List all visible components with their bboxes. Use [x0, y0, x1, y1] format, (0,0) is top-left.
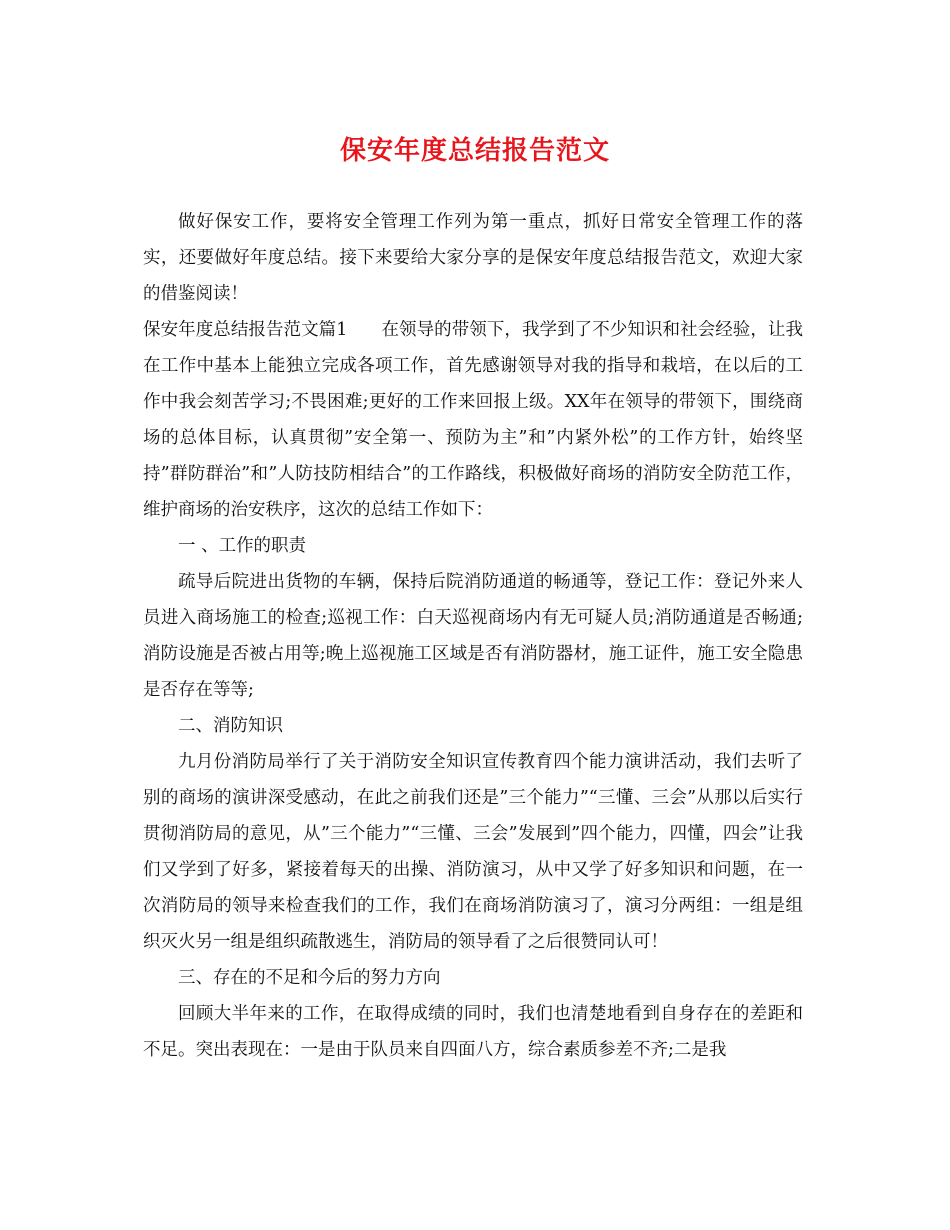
section-1-heading: 一 、工作的职责: [178, 536, 307, 556]
section-2-paragraph: 九月份消防局举行了关于消防安全知识宣传教育四个能力演讲活动，我们去听了别的商场的演讲深受感动，在此之前我们还是”三个能力”“三懂、三会”从那以后实行贯彻消防局的意见，从”三个能力”“三懂、三会”发展到”四个能力，四懂，四会”让我们又学到了好多，紧接着每天的出操、消防演习，从中又学了好多知识和问题，在一次消防局的领导来检查我们的工作，我们在商场消防演习了，演习分两组：一组是组织灭火另一组是组织疏散逃生，消防局的领导看了之后很赞同认可！: [143, 752, 803, 952]
section-3-heading: 三、存在的不足和今后的努力方向: [178, 968, 441, 988]
document-body: [143, 204, 803, 1068]
intro-paragraph: 做好保安工作，要将安全管理工作列为第一重点，抓好日常安全管理工作的落实，还要做好年度总结。接下来要给大家分享的是保安年度总结报告范文，欢迎大家的借鉴阅读！: [143, 212, 803, 304]
article-lead-text: 在领导的带领下，我学到了不少知识和社会经验，让我在工作中基本上能独立完成各项工作，首先感谢领导对我的指导和栽培，在以后的工作中我会刻苦学习;不畏困难;更好的工作来回报上级。XX年在领导的带领下，围绕商场的总体目标，认真贯彻”安全第一、预防为主”和”内紧外松”的工作方针，始终坚持”群防群治”和”人防技防相结合”的工作路线，积极做好商场的消防安全防范工作，维护商场的治安秩序，这次的总结工作如下：: [143, 320, 803, 520]
section-1-paragraph: 疏导后院进出货物的车辆，保持后院消防通道的畅通等，登记工作：登记外来人员进入商场施工的检查;巡视工作：白天巡视商场内有无可疑人员;消防通道是否畅通;消防设施是否被占用等;晚上巡视施工区域是否有消防器材，施工证件，施工安全隐患是否存在等等;: [143, 572, 803, 700]
article-paragraph: [143, 312, 803, 528]
document-title: 保安年度总结报告范文: [339, 136, 610, 166]
section-2-heading: 二、消防知识: [178, 716, 283, 736]
article-heading: 保安年度总结报告范文篇1: [143, 320, 348, 340]
section-3-paragraph: 回顾大半年来的工作，在取得成绩的同时，我们也清楚地看到自身存在的差距和不足。突出表现在：一是由于队员来自四面八方，综合素质参差不齐;二是我: [143, 1004, 803, 1060]
